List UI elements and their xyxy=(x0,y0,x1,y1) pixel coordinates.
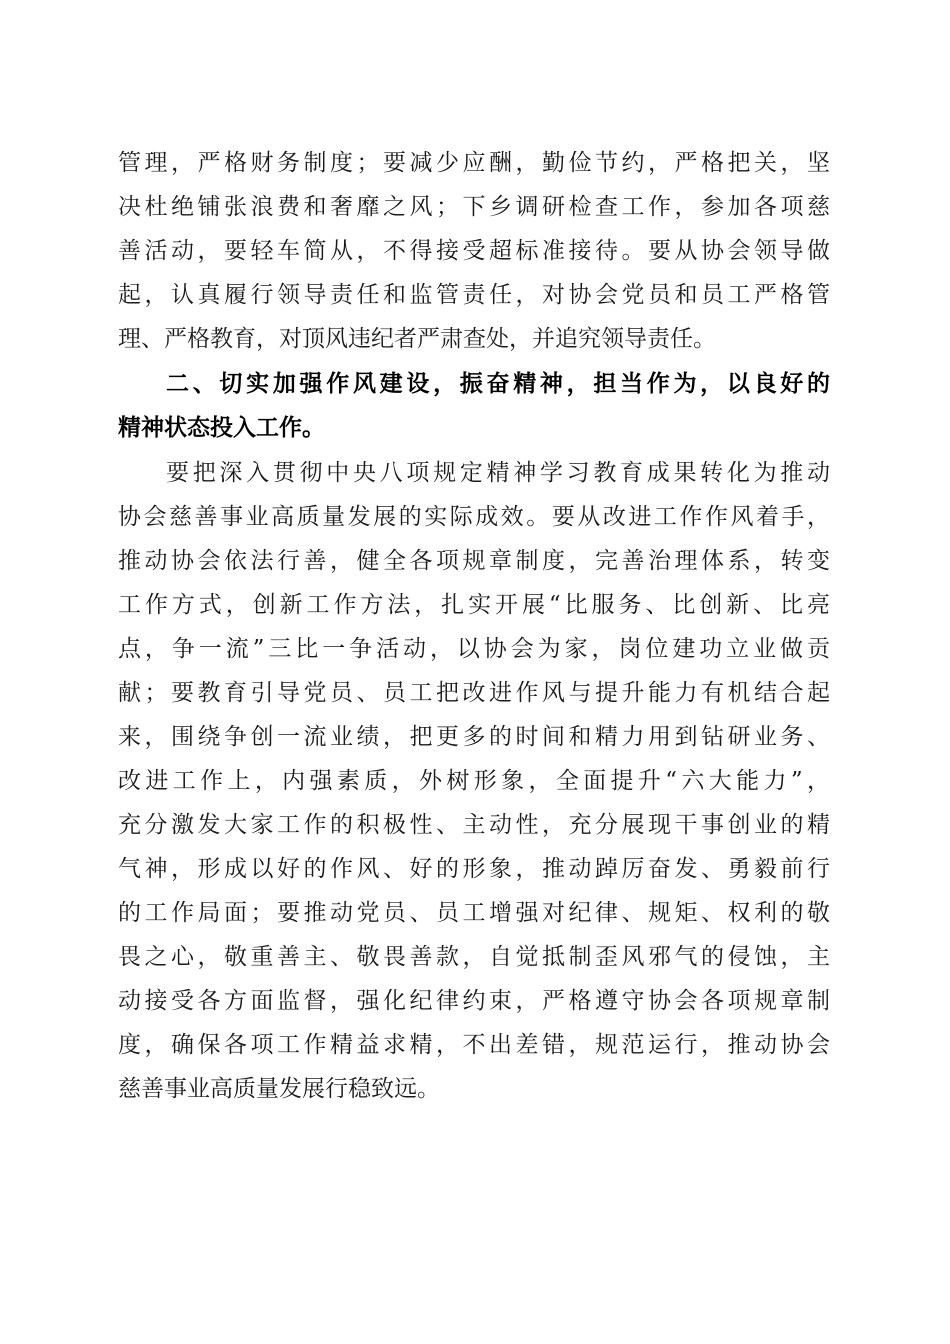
paragraph-line: 动接受各方面监督，强化纪律约束，严格遵守协会各项规章制 xyxy=(118,988,830,1014)
heading-line: 二、切实加强作风建设，振奋精神，担当作为，以良好的 xyxy=(166,371,830,397)
paragraph-line: 协会慈善事业高质量发展的实际成效。要从改进工作作风着手， xyxy=(118,504,830,530)
paragraph-line: 点，争一流”三比一争活动，以协会为家，岗位建功立业做贡 xyxy=(118,636,830,662)
paragraph-line: 的工作局面；要推动党员、员工增强对纪律、规矩、权利的敬 xyxy=(118,900,830,926)
paragraph-line: 理、严格教育，对顶风违纪者严肃查处，并追究领导责任。 xyxy=(118,326,716,352)
paragraph-line: 改进工作上，内强素质，外树形象，全面提升“六大能力”， xyxy=(118,768,830,794)
paragraph-line: 起，认真履行领导责任和监管责任，对协会党员和员工严格管 xyxy=(118,282,830,308)
paragraph-line: 管理，严格财务制度；要减少应酬，勤俭节约，严格把关，坚 xyxy=(118,150,830,176)
paragraph-line: 献；要教育引导党员、员工把改进作风与提升能力有机结合起 xyxy=(118,680,830,706)
paragraph-line: 慈善事业高质量发展行稳致远。 xyxy=(118,1076,440,1102)
paragraph-line: 决杜绝铺张浪费和奢靡之风；下乡调研检查工作，参加各项慈 xyxy=(118,194,830,220)
paragraph-line: 充分激发大家工作的积极性、主动性，充分展现干事创业的精 xyxy=(118,812,830,838)
paragraph-line: 善活动，要轻车简从，不得接受超标准接待。要从协会领导做 xyxy=(118,238,830,264)
paragraph-line: 畏之心，敬重善主、敬畏善款，自觉抵制歪风邪气的侵蚀，主 xyxy=(118,944,830,970)
paragraph-line: 推动协会依法行善，健全各项规章制度，完善治理体系，转变 xyxy=(118,548,830,574)
paragraph-line: 工作方式，创新工作方法，扎实开展“比服务、比创新、比亮 xyxy=(118,592,830,618)
paragraph-line: 气神，形成以好的作风、好的形象，推动踔厉奋发、勇毅前行 xyxy=(118,856,830,882)
paragraph-line: 度，确保各项工作精益求精，不出差错，规范运行，推动协会 xyxy=(118,1032,830,1058)
paragraph-line: 要把深入贯彻中央八项规定精神学习教育成果转化为推动 xyxy=(166,460,830,486)
paragraph-line: 来，围绕争创一流业绩，把更多的时间和精力用到钻研业务、 xyxy=(118,724,830,750)
heading-line: 精神状态投入工作。 xyxy=(118,415,325,441)
